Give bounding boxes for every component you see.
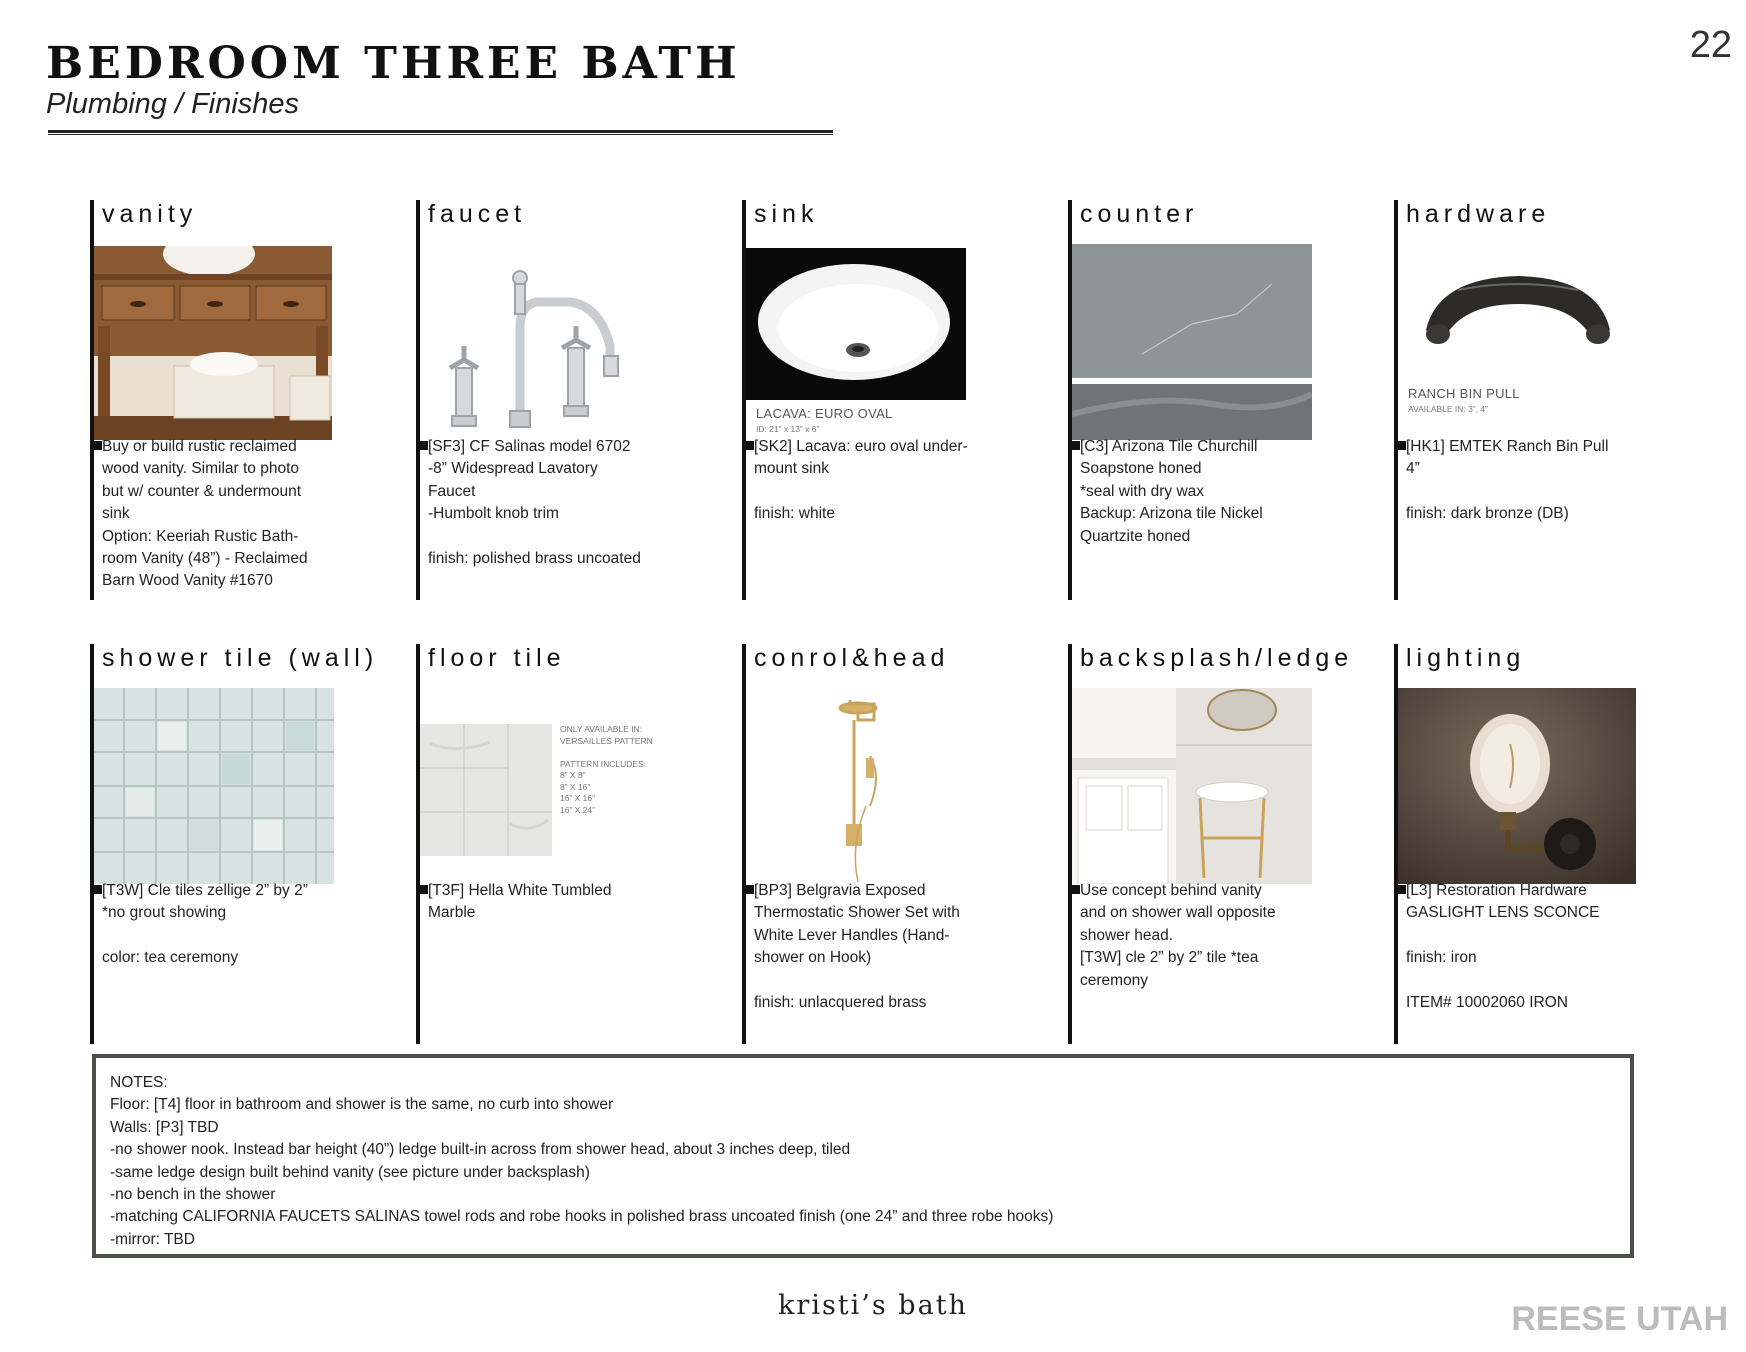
hardware-caption: RANCH BIN PULL (1408, 386, 1520, 401)
notes-box (92, 1054, 1634, 1258)
title-rule (48, 130, 833, 135)
project-brand: kristi’s bath (778, 1290, 968, 1321)
note-line: -no bench in the shower (110, 1186, 276, 1204)
sconce-photo (1398, 688, 1636, 884)
spec-description: [T3W] Cle tiles zellige 2” by 2” *no grout showing color: tea ceremony (90, 880, 372, 970)
spec-description: [SF3] CF Salinas model 6702 -8” Widespread Lavatory Faucet -Humbolt knob trim finish: polished brass uncoated (416, 436, 698, 570)
counter-photo (1072, 244, 1312, 440)
spec-description: [BP3] Belgravia Exposed Thermostatic Shower Set with White Lever Handles (Hand- shower on Hook) finish: unlacquered brass (742, 880, 1024, 1014)
note-line: Walls: [P3] TBD (110, 1118, 219, 1136)
spec-heading: backsplash/ledge (1080, 644, 1354, 672)
spec-description: [T3F] Hella White Tumbled Marble (416, 880, 698, 925)
spec-heading: counter (1080, 200, 1199, 228)
hardware-caption-sizes: AVAILABLE IN: 3”, 4” (1408, 404, 1488, 414)
spec-heading: vanity (102, 200, 198, 228)
spec-heading: hardware (1406, 200, 1551, 228)
spec-heading: floor tile (428, 644, 566, 672)
page-title: BEDROOM THREE BATH (46, 38, 741, 89)
shower-tile-photo (94, 688, 334, 884)
note-line: -mirror: TBD (110, 1230, 195, 1248)
note-line: -same ledge design built behind vanity (see picture under backsplash) (110, 1163, 590, 1181)
sink-caption: LACAVA: EURO OVAL (756, 406, 893, 421)
spec-description: [L3] Restoration Hardware GASLIGHT LENS SCONCE finish: iron ITEM# 10002060 IRON (1394, 880, 1676, 1014)
sink-photo (746, 248, 966, 400)
shower-set-photo (746, 696, 986, 886)
spec-heading: sink (754, 200, 819, 228)
firm-logo: REESE UTAH (1511, 1300, 1728, 1338)
note-line: Floor: [T4] floor in bathroom and shower is the same, no curb into shower (110, 1096, 614, 1114)
faucet-photo (420, 246, 658, 440)
page-number: 22 (1689, 24, 1732, 66)
spec-description: Use concept behind vanity and on shower wall opposite shower head. [T3W] cle 2” by 2” tile *tea ceremony (1068, 880, 1320, 992)
notes-heading: NOTES: (110, 1074, 168, 1091)
hardware-photo (1398, 260, 1638, 380)
spec-heading: shower tile (wall) (102, 644, 379, 672)
note-line: -no shower nook. Instead bar height (40”) ledge built-in across from shower head, about 3 inches deep, tiled (110, 1141, 851, 1159)
spec-description: [SK2] Lacava: euro oval under- mount sink finish: white (742, 436, 1024, 526)
floor-tile-photo (420, 724, 552, 856)
note-line: -matching CALIFORNIA FAUCETS SALINAS towel rods and robe hooks in polished brass uncoated finish (one 24” and three robe hooks) (110, 1208, 1054, 1226)
spec-description: [HK1] EMTEK Ranch Bin Pull 4” finish: dark bronze (DB) (1394, 436, 1676, 526)
page-subtitle: Plumbing / Finishes (46, 88, 300, 120)
sink-caption-dimensions: ID: 21” x 13” x 6” (756, 424, 820, 434)
spec-heading: conrol&head (754, 644, 950, 672)
backsplash-photo (1072, 688, 1312, 884)
spec-heading: lighting (1406, 644, 1526, 672)
spec-description: [C3] Arizona Tile Churchill Soapstone honed *seal with dry wax Backup: Arizona tile Nickel Quartzite honed (1068, 436, 1350, 548)
spec-description: Buy or build rustic reclaimed wood vanity. Similar to photo but w/ counter & undermount sink Option: Keeriah Rustic Bath- room Vanity (48”) - Reclaimed Barn Wood Vanity #1670 (90, 436, 342, 593)
spec-heading: faucet (428, 200, 527, 228)
vanity-photo (94, 246, 332, 440)
floor-tile-pattern-note: ONLY AVAILABLE IN: VERSAILLES PATTERN PATTERN INCLUDES: 8” X 8” 8” X 16” 16” X 16” 16” X 24” (560, 724, 653, 815)
